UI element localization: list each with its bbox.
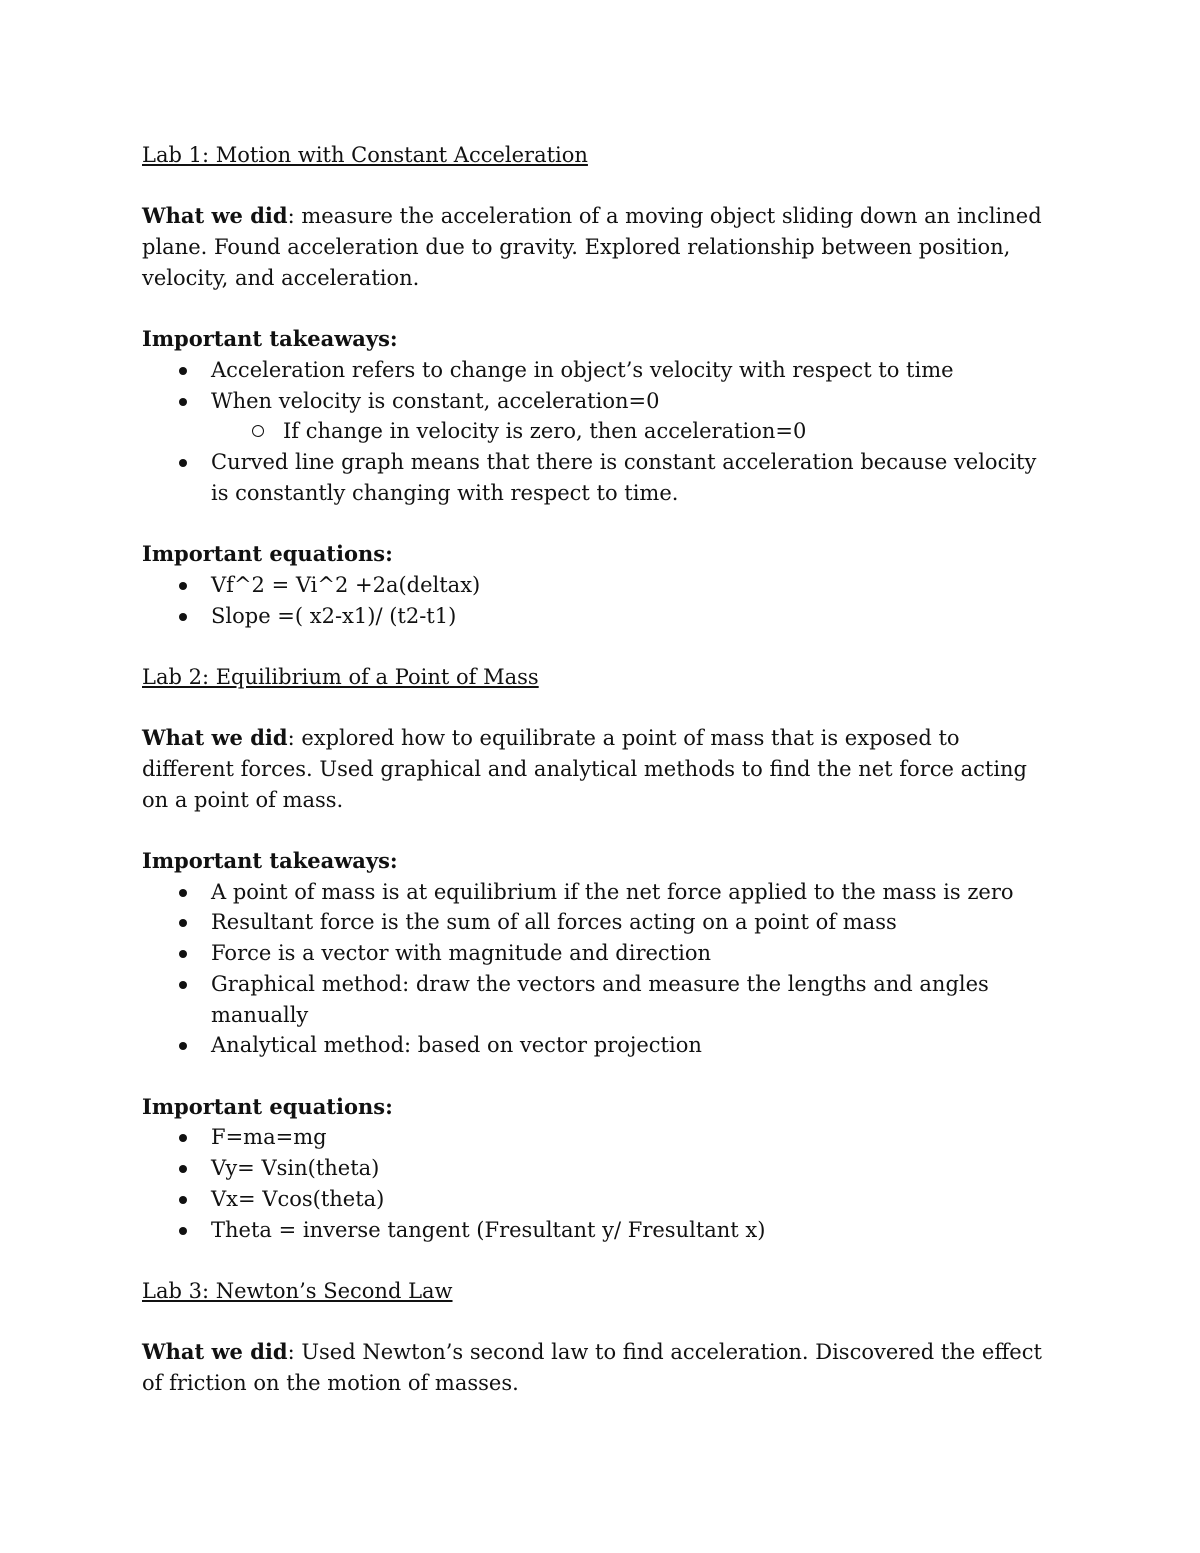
list-item-text: F=ma=mg (211, 1125, 327, 1150)
spacer (142, 171, 1052, 202)
lab3-what-we-did (142, 1337, 1052, 1398)
lab2-what-we-did (142, 723, 1052, 815)
list-item-text: Vx= Vcos(theta) (211, 1186, 385, 1211)
what-we-did-text: : Used Newton’s second law to find acceleration. Discovered the effect of friction on the motion of masses. (142, 1340, 1042, 1395)
lab1-equations-heading: Important equations: (142, 541, 393, 567)
lab2-section (142, 662, 1052, 1245)
bullet-icon (179, 889, 187, 897)
list-item-text: Analytical method: based on vector projection (211, 1033, 702, 1058)
spacer (142, 631, 1052, 662)
bullet-icon (179, 919, 187, 927)
bullet-icon (179, 459, 187, 467)
lab2-takeaways-heading: Important takeaways: (142, 848, 398, 874)
bullet-icon (179, 1196, 187, 1204)
bullet-icon (179, 1042, 187, 1050)
document-page (142, 140, 1052, 1399)
spacer (142, 1245, 1052, 1276)
bullet-icon (179, 613, 187, 621)
list-item (142, 386, 1052, 417)
list-item-text: When velocity is constant, acceleration=0 (211, 388, 660, 413)
bullet-icon (179, 981, 187, 989)
list-item (142, 1122, 1052, 1153)
spacer (142, 815, 1052, 846)
lab1-takeaways-heading: Important takeaways: (142, 326, 398, 352)
spacer (142, 1307, 1052, 1338)
what-we-did-text: : measure the acceleration of a moving object sliding down an inclined plane. Found acceleration due to gravity. Explored relationship between position, velocity, and acceleration. (142, 204, 1042, 290)
list-item (142, 877, 1052, 908)
bullet-icon (179, 950, 187, 958)
list-item (142, 416, 1052, 447)
what-we-did-label: What we did (142, 203, 288, 229)
list-item (142, 907, 1052, 938)
list-item-text: Force is a vector with magnitude and direction (211, 941, 712, 966)
list-item (142, 447, 1052, 508)
list-item (142, 1184, 1052, 1215)
lab3-section (142, 1276, 1052, 1399)
list-item-text: Vf^2 = Vi^2 +2a(deltax) (211, 572, 481, 597)
list-item (142, 1215, 1052, 1246)
lab1-equations-list (142, 570, 1052, 631)
spacer (142, 1061, 1052, 1092)
lab3-title: Lab 3: Newton’s Second Law (142, 1278, 453, 1303)
lab2-equations-list (142, 1122, 1052, 1245)
list-item (142, 1153, 1052, 1184)
what-we-did-text: : explored how to equilibrate a point of mass that is exposed to different forces. Used graphical and analytical methods to find the net force acting on a point of mass. (142, 726, 1028, 812)
bullet-icon (179, 1165, 187, 1173)
list-item (142, 355, 1052, 386)
lab1-section (142, 140, 1052, 631)
list-item (142, 570, 1052, 601)
list-item-text: Graphical method: draw the vectors and measure the lengths and angles manually (211, 971, 989, 1027)
spacer (142, 294, 1052, 325)
what-we-did-label: What we did (142, 1339, 288, 1365)
lab1-takeaways-list (142, 355, 1052, 509)
list-item-text: Slope =( x2-x1)/ (t2-t1) (211, 603, 457, 628)
spacer (142, 693, 1052, 724)
what-we-did-label: What we did (142, 725, 288, 751)
bullet-icon (179, 1134, 187, 1142)
lab2-title: Lab 2: Equilibrium of a Point of Mass (142, 664, 539, 689)
list-item (142, 1030, 1052, 1061)
list-item-text: Theta = inverse tangent (Fresultant y/ Fresultant x) (211, 1217, 766, 1242)
list-item (142, 601, 1052, 632)
bullet-icon (179, 582, 187, 590)
list-item-text: Resultant force is the sum of all forces acting on a point of mass (211, 910, 897, 935)
list-item-text: If change in velocity is zero, then acceleration=0 (283, 419, 807, 444)
list-item-text: Vy= Vsin(theta) (211, 1156, 380, 1181)
bullet-icon (179, 398, 187, 406)
list-item (142, 969, 1052, 1030)
lab1-title: Lab 1: Motion with Constant Acceleration (142, 143, 588, 167)
hollow-circle-bullet-icon (252, 425, 264, 437)
list-item-text: Curved line graph means that there is constant acceleration because velocity is constantly changing with respect to time. (211, 450, 1037, 505)
spacer (142, 508, 1052, 539)
bullet-icon (179, 1227, 187, 1235)
list-item (142, 938, 1052, 969)
list-item-text: Acceleration refers to change in object’s velocity with respect to time (211, 357, 954, 382)
bullet-icon (179, 367, 187, 375)
lab2-equations-heading: Important equations: (142, 1093, 393, 1119)
lab1-what-we-did (142, 201, 1052, 293)
list-item-text: A point of mass is at equilibrium if the net force applied to the mass is zero (211, 879, 1014, 904)
lab2-takeaways-list (142, 877, 1052, 1061)
